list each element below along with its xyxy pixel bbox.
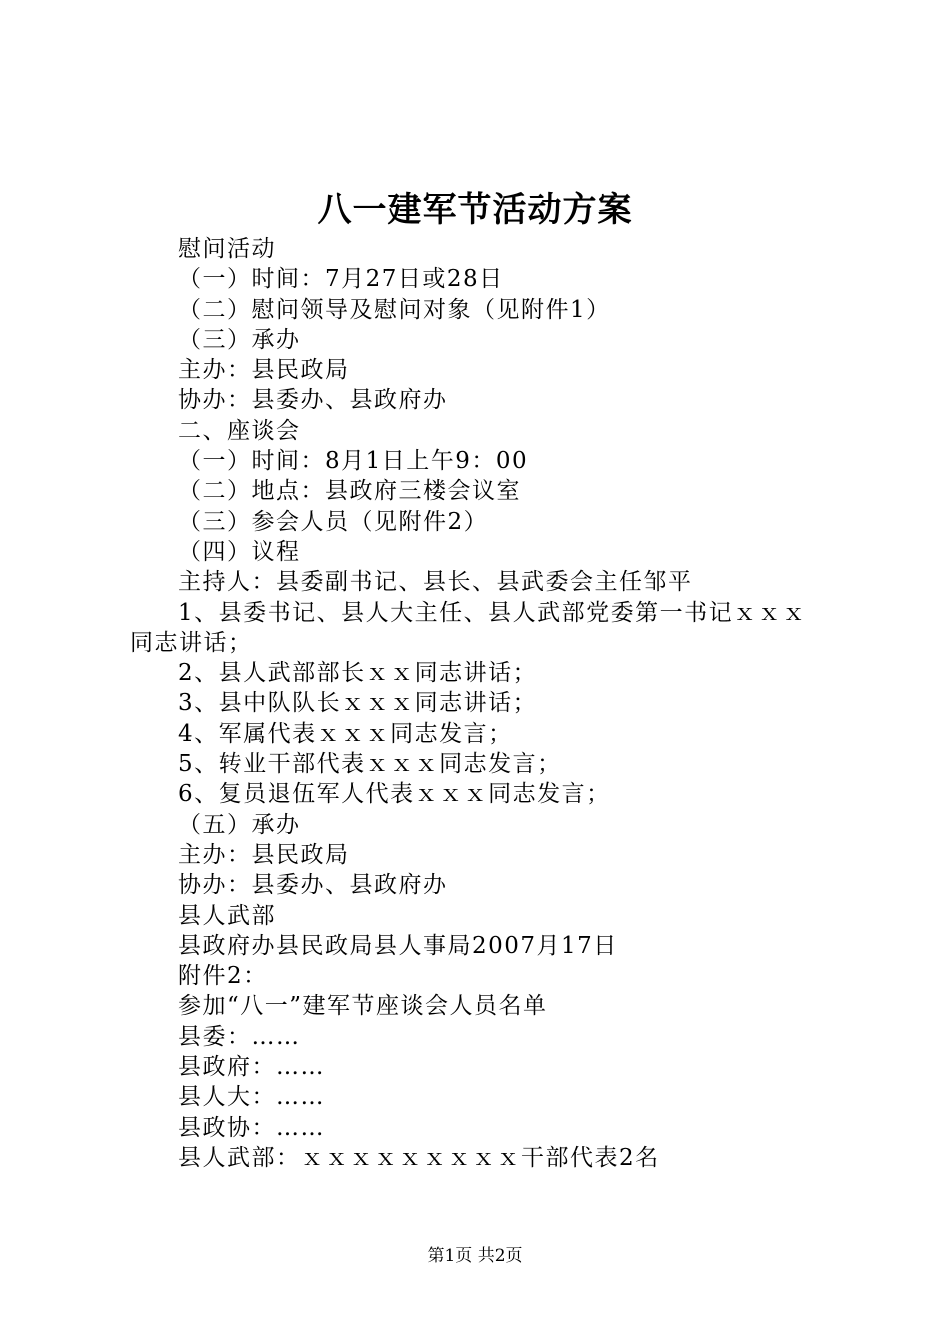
paragraph: 县委：…… [178,1023,301,1050]
paragraph: （三）参会人员（见附件2） [178,508,489,535]
paragraph: 县人武部：ｘｘｘｘｘｘｘｘｘ干部代表2名 [178,1144,660,1171]
paragraph: 主办：县民政局 [178,357,350,384]
paragraph: 5、转业干部代表ｘｘｘ同志发言； [178,751,562,778]
paragraph: 县政协：…… [178,1114,325,1141]
paragraph: 3、县中队队长ｘｘｘ同志讲话； [178,690,538,717]
paragraph: 参加“八一”建军节座谈会人员名单 [178,993,548,1020]
paragraph: 主持人：县委副书记、县长、县武委会主任邹平 [178,569,693,596]
paragraph: 2、县人武部部长ｘｘ同志讲话； [178,660,538,687]
paragraph: 二、座谈会 [178,417,301,444]
paragraph: 4、军属代表ｘｘｘ同志发言； [178,720,513,747]
paragraph: （一）时间：8月1日上午9：00 [178,448,529,475]
paragraph: （二）地点：县政府三楼会议室 [178,478,521,505]
paragraph: 县人大：…… [178,1084,325,1111]
paragraph: 6、复员退伍军人代表ｘｘｘ同志发言； [178,781,611,808]
paragraph: （四）议程 [178,538,301,565]
paragraph: 1、县委书记、县人大主任、县人武部党委第一书记ｘｘｘ同志讲话； [130,599,807,656]
paragraph: （三）承办 [178,326,301,353]
paragraph: （二）慰问领导及慰问对象（见附件1） [178,296,611,323]
document-title: 八一建军节活动方案 [317,190,633,230]
paragraph: 县政府：…… [178,1054,325,1081]
paragraph: 县政府办县民政局县人事局2007月17日 [178,932,618,959]
page-footer: 第1页 共2页 [427,1246,523,1266]
paragraph: 慰问活动 [178,236,276,262]
document-body [130,234,830,1173]
paragraph: （五）承办 [178,811,301,838]
paragraph: 协办：县委办、县政府办 [178,872,448,899]
paragraph: 附件2： [178,963,268,990]
paragraph: 主办：县民政局 [178,841,350,868]
paragraph: （一）时间：7月27日或28日 [178,266,504,293]
paragraph: 县人武部 [178,902,276,929]
paragraph: 协办：县委办、县政府办 [178,387,448,414]
